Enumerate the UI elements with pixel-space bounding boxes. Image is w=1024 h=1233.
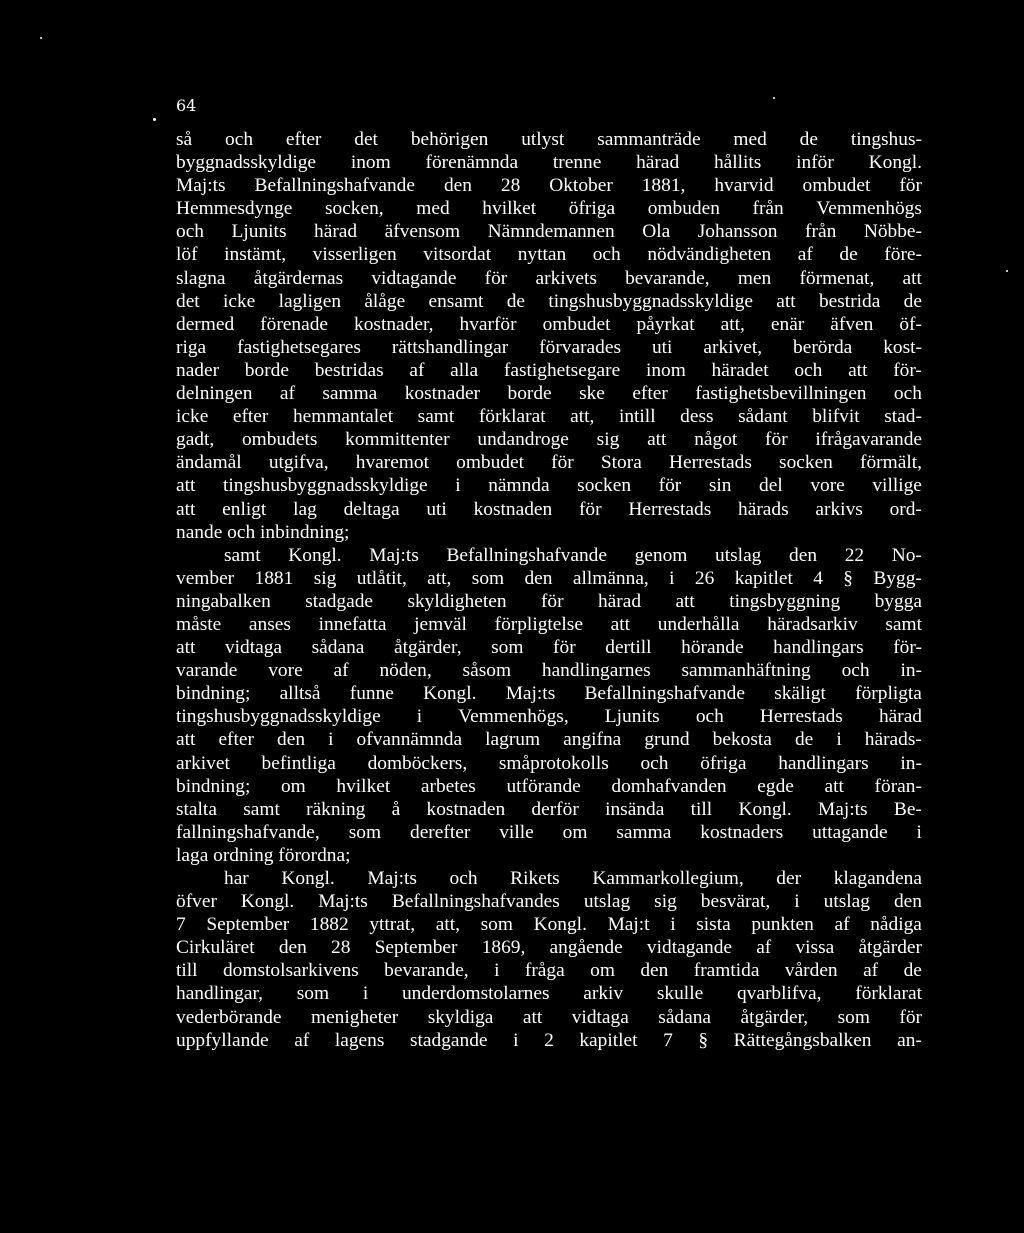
text-line: delningen af samma kostnader borde ske efter fastighetsbevillningen och bbox=[176, 383, 922, 405]
text-line: har Kongl. Maj:ts och Rikets Kammarkollegium, der klagandena bbox=[224, 868, 922, 889]
text-line: Maj:ts Befallningshafvande den 28 Oktober 1881, hvarvid ombudet för bbox=[176, 175, 922, 197]
text-line: att efter den i ofvannämnda lagrum angifna grund bekosta de i härads- bbox=[176, 729, 922, 751]
text-line: nande och inbindning; bbox=[176, 521, 350, 543]
text-line: vember 1881 sig utlåtit, att, som den allmänna, i 26 kapitlet 4 § Bygg- bbox=[176, 567, 922, 589]
text-line: varande vore af nöden, såsom handlingarnes sammanhäftning och in- bbox=[176, 660, 922, 682]
text-line: 7 September 1882 yttrat, att, som Kongl. Maj:t i sista punkten af nådiga bbox=[176, 914, 922, 936]
scan-speck bbox=[773, 97, 775, 99]
text-line: fallningshafvande, som derefter ville om samma kostnaders uttagande i bbox=[176, 821, 922, 843]
text-line: gadt, ombudets kommittenter undandroge sig att något för ifrågavarande bbox=[176, 429, 922, 451]
text-line: och Ljunits härad äfvensom Nämndemannen Ola Johansson från Nöbbe- bbox=[176, 221, 922, 243]
text-line: handlingar, som i underdomstolarnes arkiv skulle qvarblifva, förklarat bbox=[176, 983, 922, 1005]
text-line: så och efter det behörigen utlyst sammanträde med de tingshus- bbox=[176, 129, 922, 150]
text-line: att vidtaga sådana åtgärder, som för dertill hörande handlingars för- bbox=[176, 637, 922, 659]
text-line: ändamål utgifva, hvaremot ombudet för Stora Herrestads socken förmält, bbox=[176, 452, 922, 474]
text-line: det icke lagligen ålåge ensamt de tingshusbyggnadsskyldige att bestrida de bbox=[176, 290, 922, 312]
text-line: bindning; alltså funne Kongl. Maj:ts Befallningshafvande skäligt förpligta bbox=[176, 683, 922, 705]
text-line: vederbörande menigheter skyldiga att vidtaga sådana åtgärder, som för bbox=[176, 1006, 922, 1028]
text-line: Hemmesdynge socken, med hvilket öfriga ombuden från Vemmenhögs bbox=[176, 198, 922, 220]
text-line: öfver Kongl. Maj:ts Befallningshafvandes utslag sig besvärat, i utslag den bbox=[176, 891, 922, 913]
text-line: laga ordning förordna; bbox=[176, 844, 351, 866]
scan-speck bbox=[1006, 270, 1008, 272]
text-line: löf instämt, visserligen vitsordat nyttan och nödvändigheten af de före- bbox=[176, 244, 922, 266]
text-line: slagna åtgärdernas vidtagande för arkivets bevarande, men förmenat, att bbox=[176, 267, 922, 289]
page-number: 64 bbox=[176, 96, 197, 115]
text-line: tingshusbyggnadsskyldige i Vemmenhögs, Ljunits och Herrestads härad bbox=[176, 706, 922, 728]
text-line: ningabalken stadgade skyldigheten för härad att tingsbyggning bygga bbox=[176, 590, 922, 612]
text-line: icke efter hemmantalet samt förklarat att, intill dess sådant blifvit stad- bbox=[176, 406, 922, 428]
text-line: stalta samt räkning å kostnaden derför insända till Kongl. Maj:ts Be- bbox=[176, 798, 922, 820]
body-text bbox=[176, 128, 922, 1052]
scan-speck bbox=[40, 37, 42, 39]
text-line: nader borde bestridas af alla fastighetsegare inom häradet och att för- bbox=[176, 359, 922, 381]
text-line: bindning; om hvilket arbetes utförande domhafvanden egde att föran- bbox=[176, 775, 922, 797]
text-line: uppfyllande af lagens stadgande i 2 kapitlet 7 § Rättegångsbalken an- bbox=[176, 1029, 922, 1051]
text-line: till domstolsarkivens bevarande, i fråga om den framtida vården af de bbox=[176, 960, 922, 982]
scan-speck bbox=[153, 118, 156, 121]
text-line: dermed förenade kostnader, hvarför ombudet påyrkat att, enär äfven öf- bbox=[176, 313, 922, 335]
text-line: Cirkuläret den 28 September 1869, angående vidtagande af vissa åtgärder bbox=[176, 937, 922, 959]
text-line: arkivet befintliga domböckers, småprotokolls och öfriga handlingars in- bbox=[176, 752, 922, 774]
text-line: byggnadsskyldige inom förenämnda trenne härad hållits inför Kongl. bbox=[176, 152, 922, 174]
text-line: att enligt lag deltaga uti kostnaden för Herrestads härads arkivs ord- bbox=[176, 498, 922, 520]
text-line: samt Kongl. Maj:ts Befallningshafvande genom utslag den 22 No- bbox=[224, 544, 922, 566]
text-line: att tingshusbyggnadsskyldige i nämnda socken för sin del vore villige bbox=[176, 475, 922, 497]
text-line: måste anses innefatta jemväl förpligtelse att underhålla häradsarkiv samt bbox=[176, 613, 922, 635]
text-line: riga fastighetsegares rättshandlingar förvarades uti arkivet, berörda kost- bbox=[176, 336, 922, 358]
